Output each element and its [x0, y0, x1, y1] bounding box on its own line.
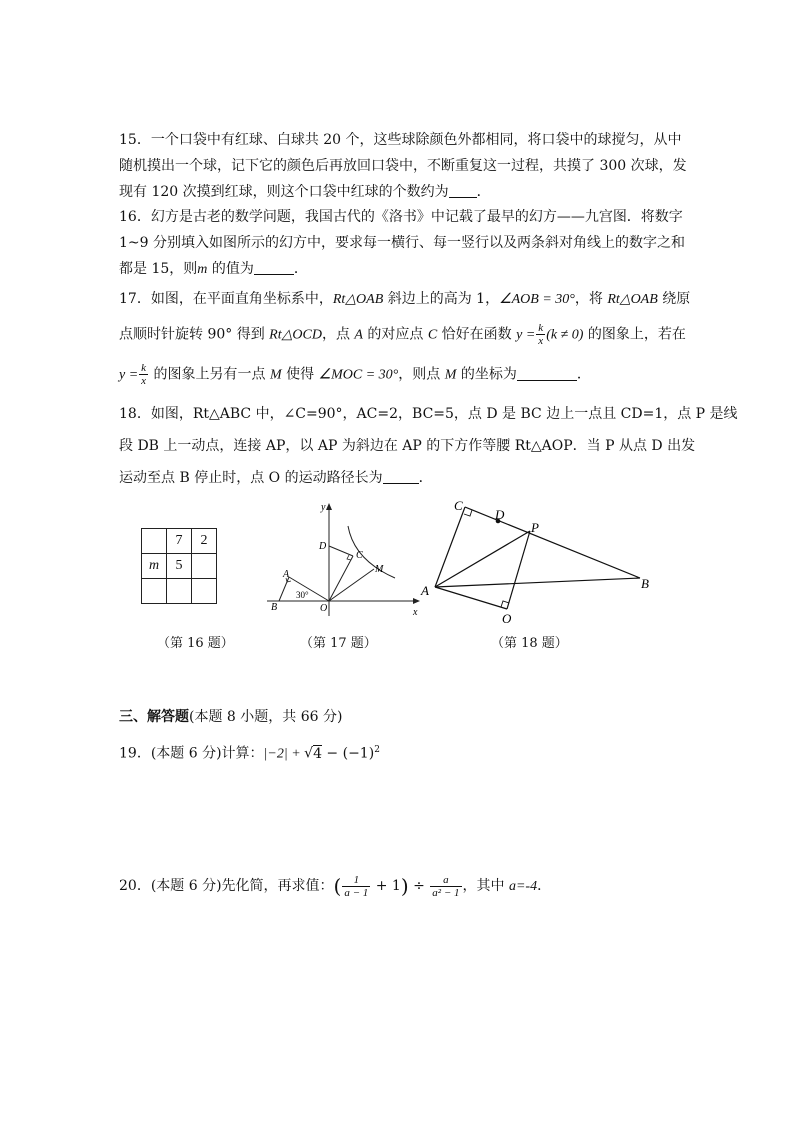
label-30-deg: 30°: [296, 590, 309, 600]
grid-cell: 2: [192, 529, 217, 554]
answer-blank[interactable]: [449, 183, 477, 198]
answer-blank[interactable]: [254, 260, 294, 275]
fraction-k-over-x: $\frac{k}{x}$: [141, 362, 147, 387]
label-O: O: [320, 603, 328, 614]
q17-line3: y = $\frac{k}{x}$ 的图象上另有一点 M 使得 ∠MOC = 30°，则点 M 的坐标为 ．: [119, 362, 591, 387]
label-P: P: [531, 520, 539, 535]
figure-18-caption: （第 18 题）: [491, 636, 568, 651]
grid-cell: [192, 579, 217, 604]
q15-line3: 现有 120 次摸到红球，则这个口袋中红球的个数约为 ．: [119, 184, 491, 200]
label-A: A: [421, 583, 429, 598]
label-y: y: [321, 502, 326, 513]
figure-18-diagram: [415, 492, 660, 627]
q17-line2: 点顺时针旋转 90° 得到 Rt△OCD，点 A 的对应点 C 恰好在函数 y = $\frac{k}{x}$ (k ≠ 0) 的图象上，若在: [119, 322, 686, 347]
label-B: B: [271, 602, 278, 613]
fraction-1-over-a-minus-1: $\frac{1}{a - 1}$: [344, 873, 369, 899]
q18-line1: 18．如图，Rt△ABC 中，∠C=90°，AC=2，BC=5，点 D 是 BC 边上一点且 CD=1，点 P 是线: [119, 406, 738, 422]
fraction-a-over-a2-minus-1: $\frac{a}{\text{a² − 1}}$: [432, 873, 460, 899]
q18-line3: 运动至点 B 停止时，点 O 的运动路径长为 ．: [119, 470, 433, 486]
q18-line2: 段 DB 上一动点，连接 AP，以 AP 为斜边在 AP 的下方作等腰 Rt△AOP．当 P 从点 D 出发: [119, 438, 696, 454]
label-D: D: [319, 541, 327, 552]
label-x: x: [413, 607, 418, 618]
label-C: C: [454, 498, 463, 513]
label-A: A: [283, 569, 290, 580]
grid-cell: [167, 579, 192, 604]
grid-cell: [192, 554, 217, 579]
grid-cell: 7: [167, 529, 192, 554]
magic-square-grid: [141, 528, 217, 604]
q17-line1: 17．如图，在平面直角坐标系中，Rt△OAB 斜边上的高为 1，∠AOB = 30°，将 Rt△OAB 绕原: [119, 291, 691, 307]
q16-line3: 都是 15，则m 的值为 ．: [119, 261, 308, 277]
grid-cell: [142, 529, 167, 554]
answer-blank[interactable]: [383, 469, 419, 484]
q19-line: 19．(本题 6 分)计算：$|-2| + √4 - (-1)^2$: [119, 745, 380, 762]
answer-blank[interactable]: [517, 366, 577, 381]
label-B: B: [641, 576, 649, 591]
label-O: O: [502, 611, 512, 626]
q15-line1: 15．一个口袋中有红球、白球共 20 个，这些球除颜色外都相同，将口袋中的球搅匀，从中: [119, 132, 682, 148]
q15-line2: 随机摸出一个球，记下它的颜色后再放回口袋中，不断重复这一过程，共摸了 300 次球，发: [119, 158, 687, 174]
fraction-k-over-x: $\frac{k}{x}$: [538, 322, 544, 347]
q16-line1: 16．幻方是古老的数学问题，我国古代的《洛书》中记载了最早的幻方——九宫图．将数字: [119, 209, 683, 225]
grid-cell: m: [142, 554, 167, 579]
figure-17-diagram: [262, 498, 427, 618]
q16-line2: 1~9 分别填入如图所示的幻方中，要求每一横行、每一竖行以及两条斜对角线上的数字之和: [119, 235, 685, 251]
grid-cell: 5: [167, 554, 192, 579]
label-C: C: [356, 550, 363, 561]
label-M: M: [375, 564, 384, 575]
figure-17-caption: （第 17 题）: [300, 636, 377, 651]
q20-line: 20．(本题 6 分)先化简，再求值：( $\frac{1}{a - 1}$ + 1) ÷ $\frac{a}{\text{a² − 1}}$ ，其中 a=-4．: [119, 873, 552, 899]
section-heading: 三、解答题(本题 8 小题，共 66 分): [119, 709, 343, 725]
label-D: D: [495, 507, 505, 522]
figure-16-caption: （第 16 题）: [157, 636, 234, 651]
grid-cell: [142, 579, 167, 604]
